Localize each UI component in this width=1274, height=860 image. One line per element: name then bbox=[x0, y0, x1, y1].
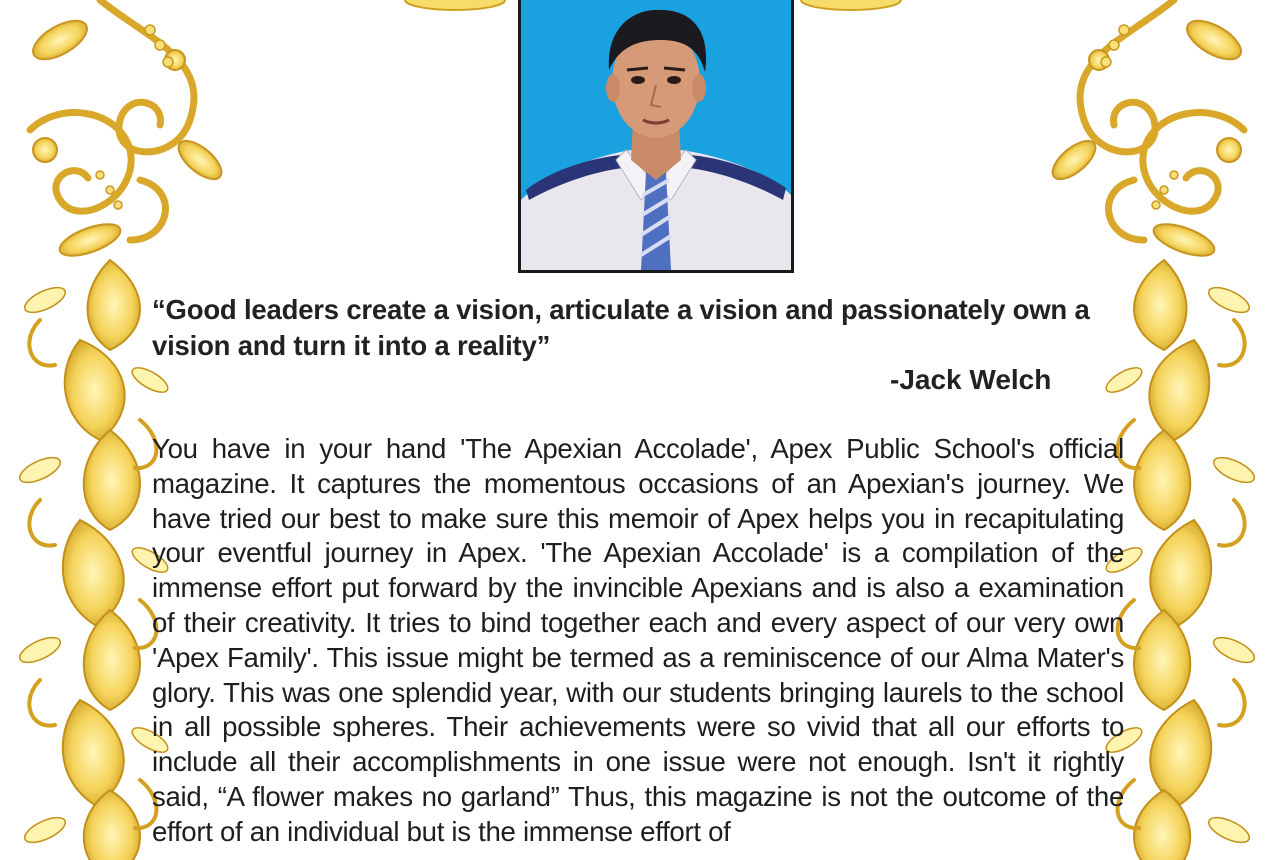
leadership-quote: “Good leaders create a vision, articulate a vision and passionately own a vision and turn it into a reality” bbox=[152, 294, 1090, 361]
quote-author: -Jack Welch bbox=[890, 364, 1052, 395]
student-photo bbox=[518, 0, 794, 273]
top-right-ornament bbox=[796, 0, 906, 14]
top-left-ornament bbox=[400, 0, 510, 14]
portrait-illustration bbox=[521, 0, 791, 270]
editorial-paragraph: You have in your hand 'The Apexian Accolade', Apex Public School's official magazine. It captures the momentous occasions of an Apexian's journey. We have tried our best to make sure this memoir of Apex helps you in recapitulating your eventful journey in Apex. 'The Apexian Accolade' is a compilation of the immense effort put forward by the invincible Apexians and is also a examination of their creativity. It tries to bind together each and every aspect of our very own 'Apex Family'. This issue might be termed as a reminiscence of our Alma Mater's glory. This was one splendid year, with our students bringing laurels to the school in all possible spheres. Their achievements were so vivid that all our efforts to include all their accomplishments in one issue were not enough. Isn't it rightly said, “A flower makes no garland” Thus, this magazine is not the outcome of the effort of an individual but is the immense effort of bbox=[152, 433, 1124, 847]
